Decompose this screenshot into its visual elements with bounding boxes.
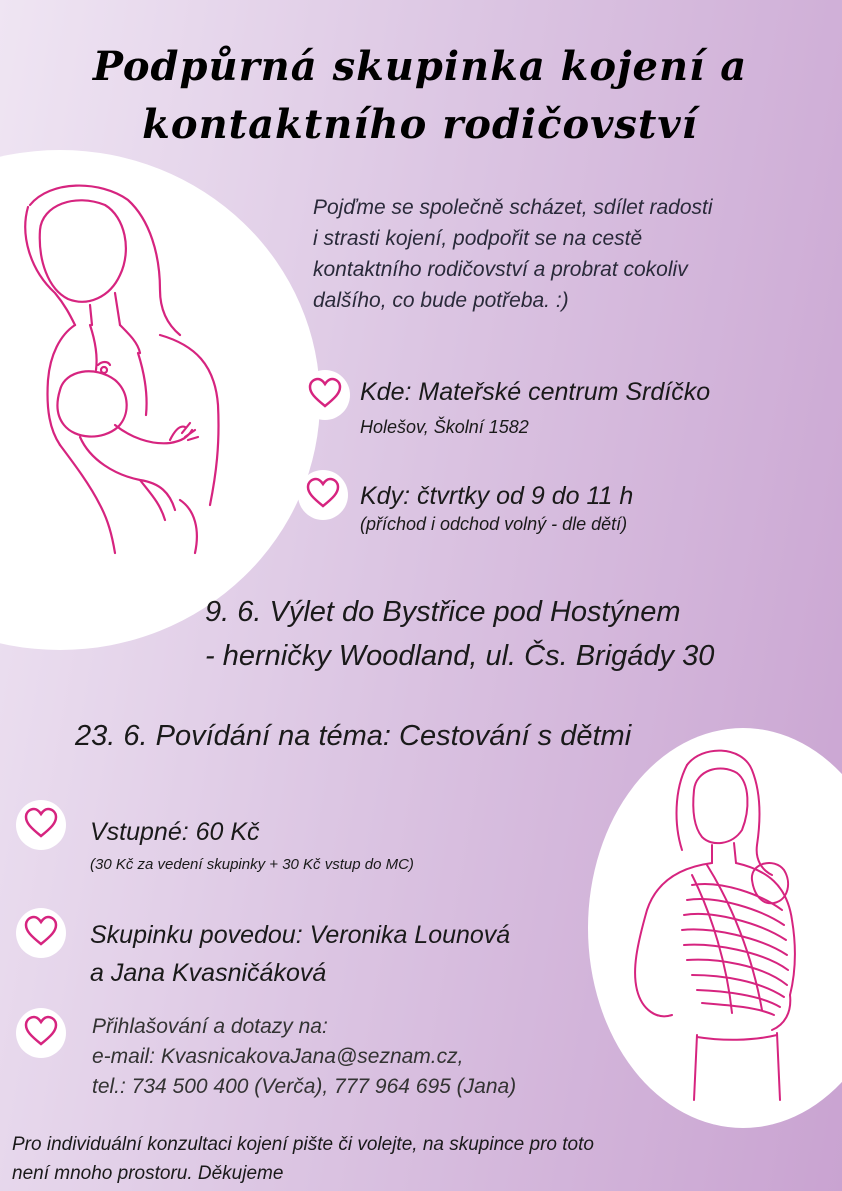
when-note: (příchod i odchod volný - dle dětí)	[360, 514, 628, 534]
when-label: Kdy: čtvrtky od 9 do 11 h	[360, 482, 634, 510]
footer-line-2: není mnoho prostoru. Děkujeme	[12, 1163, 284, 1184]
where-label: Kde: Mateřské centrum Srdíčko	[360, 378, 711, 406]
intro-line-3: kontaktního rodičovství a probrat cokoliv	[313, 258, 688, 281]
intro-line-1: Pojďme se společně scházet, sdílet radosti	[313, 196, 713, 219]
heart-icon	[16, 908, 66, 958]
leaders-line-2: a Jana Kvasničáková	[90, 959, 327, 987]
leaders-line-1: Skupinku povedou: Veronika Lounová	[90, 921, 511, 949]
fee-note: (30 Kč za vedení skupinky + 30 Kč vstup do MC)	[90, 856, 414, 873]
heart-icon	[298, 470, 348, 520]
intro-line-4: dalšího, co bude potřeba. :)	[313, 289, 569, 312]
breastfeeding-mother-illustration	[20, 175, 290, 565]
event-2	[75, 714, 631, 758]
intro-paragraph	[313, 192, 813, 316]
heart-icon	[300, 370, 350, 420]
footer-line-1: Pro individuální konzultaci kojení pište či volejte, na skupince pro toto	[12, 1134, 594, 1155]
event-1-line-1: 9. 6. Výlet do Bystřice pod Hostýnem	[205, 596, 681, 628]
title-line-2: kontaktního rodičovství	[142, 101, 698, 148]
leaders-text	[90, 916, 510, 992]
babywearing-mother-illustration	[612, 745, 812, 1105]
event-1-line-2: - herničky Woodland, ul. Čs. Brigády 30	[205, 640, 715, 672]
poster-title	[60, 38, 780, 154]
contact-text	[92, 1012, 516, 1102]
heart-icon	[16, 800, 66, 850]
intro-line-2: i strasti kojení, podpořit se na cestě	[313, 227, 643, 250]
heart-icon	[16, 1008, 66, 1058]
fee-label: Vstupné: 60 Kč	[90, 818, 260, 846]
contact-phones[interactable]: tel.: 734 500 400 (Verča), 777 964 695 (Jana)	[92, 1075, 517, 1098]
title-line-1: Podpůrná skupinka kojení a	[92, 43, 748, 90]
contact-email[interactable]: e-mail: KvasnicakovaJana@seznam.cz,	[92, 1045, 464, 1068]
event-2-line-1: 23. 6. Povídání na téma: Cestování s dětmi	[75, 720, 632, 752]
contact-line-1: Přihlašování a dotazy na:	[92, 1015, 328, 1038]
footer-note	[12, 1130, 832, 1188]
event-1	[205, 590, 714, 678]
where-address: Holešov, Školní 1582	[360, 417, 529, 437]
